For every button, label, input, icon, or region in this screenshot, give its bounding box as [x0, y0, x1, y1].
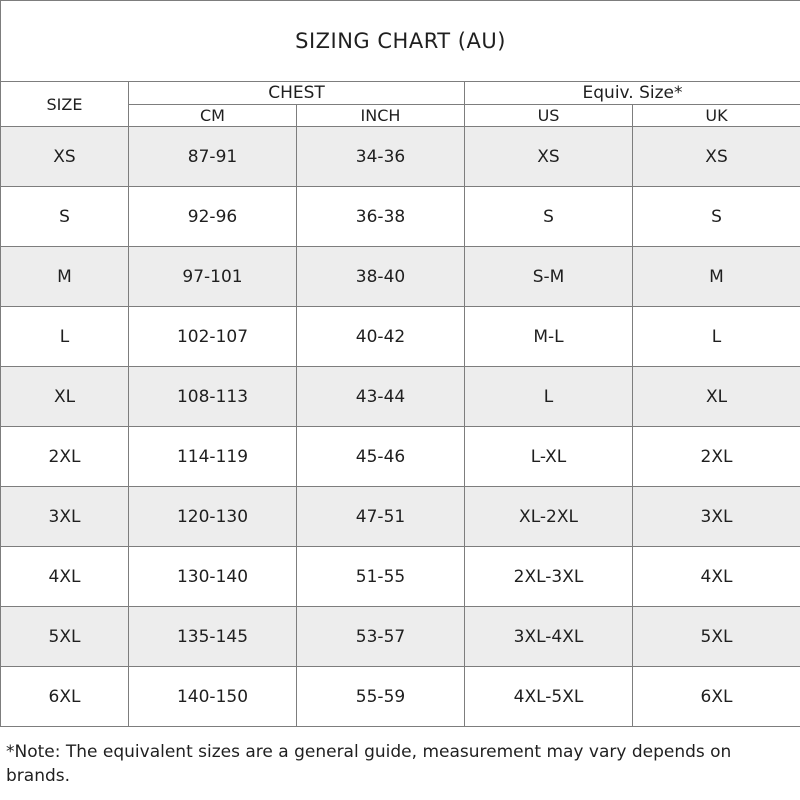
row-equiv-us: 2XL-3XL [465, 547, 633, 607]
row-chest-inch: 47-51 [297, 487, 465, 547]
row-equiv-uk: XL [633, 367, 800, 427]
header-equiv-us: US [465, 105, 633, 127]
table-row [1, 187, 800, 247]
row-equiv-uk: 6XL [633, 667, 800, 727]
table-row [1, 247, 800, 307]
header-chest: CHEST [129, 82, 465, 105]
table-row [1, 427, 800, 487]
table-row [1, 127, 800, 187]
row-chest-inch: 38-40 [297, 247, 465, 307]
header-equiv-size: Equiv. Size* [465, 82, 800, 105]
page-title: SIZING CHART (AU) [1, 1, 800, 82]
row-chest-inch: 45-46 [297, 427, 465, 487]
row-chest-cm: 102-107 [129, 307, 297, 367]
row-equiv-us: L [465, 367, 633, 427]
row-size-label: L [1, 307, 129, 367]
row-equiv-us: 3XL-4XL [465, 607, 633, 667]
row-equiv-us: S [465, 187, 633, 247]
header-size: SIZE [1, 82, 129, 127]
header-chest-inch: INCH [297, 105, 465, 127]
row-size-label: XL [1, 367, 129, 427]
row-equiv-uk: 4XL [633, 547, 800, 607]
title-row [1, 1, 800, 82]
row-equiv-uk: 3XL [633, 487, 800, 547]
row-chest-cm: 140-150 [129, 667, 297, 727]
table-row [1, 487, 800, 547]
row-equiv-us: XL-2XL [465, 487, 633, 547]
header-row-top [1, 82, 800, 105]
row-chest-cm: 97-101 [129, 247, 297, 307]
row-chest-cm: 130-140 [129, 547, 297, 607]
row-chest-inch: 43-44 [297, 367, 465, 427]
row-chest-cm: 135-145 [129, 607, 297, 667]
row-chest-cm: 120-130 [129, 487, 297, 547]
row-chest-cm: 87-91 [129, 127, 297, 187]
row-size-label: M [1, 247, 129, 307]
row-equiv-uk: XS [633, 127, 800, 187]
row-equiv-uk: 2XL [633, 427, 800, 487]
row-equiv-us: M-L [465, 307, 633, 367]
row-equiv-us: S-M [465, 247, 633, 307]
row-size-label: 4XL [1, 547, 129, 607]
row-size-label: 2XL [1, 427, 129, 487]
table-row [1, 307, 800, 367]
row-equiv-uk: M [633, 247, 800, 307]
sizing-note: *Note: The equivalent sizes are a general guide, measurement may vary depends on brands. [6, 742, 732, 786]
row-chest-inch: 34-36 [297, 127, 465, 187]
row-size-label: XS [1, 127, 129, 187]
row-equiv-us: XS [465, 127, 633, 187]
row-equiv-us: 4XL-5XL [465, 667, 633, 727]
table-row [1, 367, 800, 427]
row-chest-cm: 108-113 [129, 367, 297, 427]
row-size-label: S [1, 187, 129, 247]
row-size-label: 6XL [1, 667, 129, 727]
row-chest-cm: 114-119 [129, 427, 297, 487]
row-equiv-us: L-XL [465, 427, 633, 487]
row-equiv-uk: 5XL [633, 607, 800, 667]
table-row [1, 607, 800, 667]
header-chest-cm: CM [129, 105, 297, 127]
row-equiv-uk: S [633, 187, 800, 247]
row-chest-inch: 51-55 [297, 547, 465, 607]
header-equiv-uk: UK [633, 105, 800, 127]
row-chest-inch: 55-59 [297, 667, 465, 727]
row-chest-cm: 92-96 [129, 187, 297, 247]
row-chest-inch: 53-57 [297, 607, 465, 667]
row-chest-inch: 40-42 [297, 307, 465, 367]
row-chest-inch: 36-38 [297, 187, 465, 247]
table-row [1, 667, 800, 727]
row-size-label: 5XL [1, 607, 129, 667]
row-size-label: 3XL [1, 487, 129, 547]
row-equiv-uk: L [633, 307, 800, 367]
table-row [1, 547, 800, 607]
